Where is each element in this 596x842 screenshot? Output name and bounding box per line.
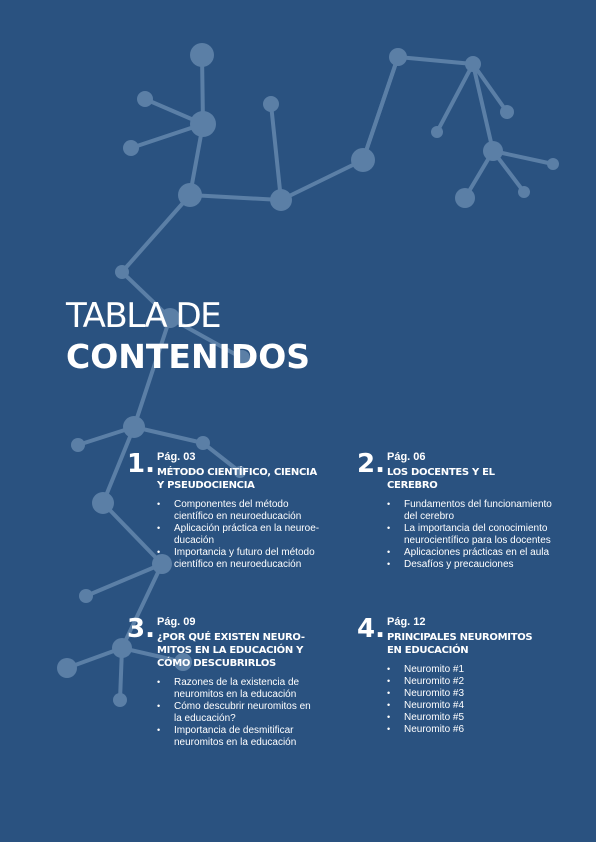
bullet-icon: • — [387, 664, 391, 674]
section-title-line: CÓMO DESCUBRIRLOS — [157, 658, 276, 669]
neuron-node — [190, 111, 216, 137]
list-item-line: ducación — [174, 535, 215, 546]
neuron-node — [57, 658, 77, 678]
bullet-icon: • — [157, 701, 161, 711]
neuron-node — [270, 189, 292, 211]
list-item-line: Importancia de desmitificar — [174, 725, 294, 736]
neuron-node — [351, 148, 375, 172]
neuron-link — [122, 195, 190, 272]
neuron-link — [271, 104, 281, 200]
neuron-link — [363, 57, 398, 160]
neuron-node — [518, 186, 530, 198]
list-item-line: científico en neuroeducación — [174, 511, 302, 522]
neuron-link — [190, 195, 281, 200]
neuron-node — [196, 436, 210, 450]
section-number: 4. — [357, 614, 385, 644]
bullet-icon: • — [387, 676, 391, 686]
neuron-node — [123, 416, 145, 438]
bullet-icon: • — [157, 547, 161, 557]
bullet-icon: • — [387, 523, 391, 533]
bullet-icon: • — [157, 499, 161, 509]
neuron-node — [500, 105, 514, 119]
list-item — [157, 677, 337, 701]
bullet-icon: • — [387, 559, 391, 569]
neuron-link — [398, 57, 473, 64]
neuron-node — [71, 438, 85, 452]
section-list — [157, 677, 337, 749]
list-item — [387, 523, 587, 547]
list-item-line: del cerebro — [404, 511, 455, 522]
section-page: Pág. 03 — [157, 451, 196, 463]
list-item-line: neurocientífico para los docentes — [404, 535, 551, 546]
neuron-node — [547, 158, 559, 170]
list-item — [387, 559, 587, 571]
section-title — [157, 631, 337, 670]
section-title-line: ¿POR QUÉ EXISTEN NEURO- — [157, 632, 305, 643]
list-item-line: Aplicaciones prácticas en el aula — [404, 547, 550, 558]
list-item-line: Neuromito #4 — [404, 700, 465, 711]
list-item — [387, 499, 587, 523]
bullet-icon: • — [157, 523, 161, 533]
section-title-line: MÉTODO CIENTÍFICO, CIENCIA — [157, 467, 317, 478]
list-item-line: Neuromito #2 — [404, 676, 465, 687]
bullet-icon: • — [387, 724, 391, 734]
section-title-line: MITOS EN LA EDUCACIÓN Y — [157, 645, 304, 656]
neuron-node — [178, 183, 202, 207]
title-line-2: CONTENIDOS — [66, 337, 311, 376]
list-item-line: La importancia del conocimiento — [404, 523, 548, 534]
neuron-node — [92, 492, 114, 514]
section-title — [387, 466, 587, 492]
neuron-link — [437, 64, 473, 132]
section-title-line: EN EDUCACIÓN — [387, 645, 469, 656]
neuron-node — [483, 141, 503, 161]
list-item-line: Componentes del método — [174, 499, 289, 510]
list-item-line: Neuromito #5 — [404, 712, 465, 723]
list-item-line: neuromitos en la educación — [174, 737, 297, 748]
section-number: 3. — [127, 614, 155, 644]
list-item-line: Importancia y futuro del método — [174, 547, 315, 558]
list-item — [387, 547, 587, 559]
section-title — [157, 466, 337, 492]
neuron-node — [190, 43, 214, 67]
neuron-link — [103, 503, 162, 564]
section-title-line: LOS DOCENTES Y EL — [387, 467, 495, 478]
neuron-node — [137, 91, 153, 107]
neuron-node — [263, 96, 279, 112]
bullet-icon: • — [387, 547, 391, 557]
list-item-line: Fundamentos del funcionamiento — [404, 499, 552, 510]
neuron-node — [431, 126, 443, 138]
neuron-node — [389, 48, 407, 66]
section-title-line: Y PSEUDOCIENCIA — [157, 480, 255, 491]
neuron-link — [281, 160, 363, 200]
list-item — [387, 712, 587, 724]
list-item — [157, 523, 337, 547]
section-page: Pág. 06 — [387, 451, 426, 463]
neuron-node — [123, 140, 139, 156]
list-item — [157, 547, 337, 571]
section-title-line: CEREBRO — [387, 480, 438, 491]
section-list — [387, 664, 587, 736]
list-item — [157, 701, 337, 725]
list-item — [387, 664, 587, 676]
list-item-line: neuromitos en la educación — [174, 689, 297, 700]
bullet-icon: • — [387, 700, 391, 710]
list-item-line: la educación? — [174, 713, 236, 724]
list-item-line: científico en neuroeducación — [174, 559, 302, 570]
section-page: Pág. 09 — [157, 616, 196, 628]
section-title-line: PRINCIPALES NEUROMITOS — [387, 632, 533, 643]
list-item — [157, 499, 337, 523]
list-item-line: Neuromito #3 — [404, 688, 465, 699]
section-list — [387, 499, 587, 571]
section-list — [157, 499, 337, 571]
list-item-line: Desafíos y precauciones — [404, 559, 514, 570]
bullet-icon: • — [157, 725, 161, 735]
list-item-line: Cómo descubrir neuromitos en — [174, 701, 311, 712]
list-item — [157, 725, 337, 749]
section-page: Pág. 12 — [387, 616, 426, 628]
list-item — [387, 676, 587, 688]
section-number: 2. — [357, 449, 385, 479]
list-item — [387, 700, 587, 712]
bullet-icon: • — [387, 688, 391, 698]
list-item — [387, 724, 587, 736]
bullet-icon: • — [387, 499, 391, 509]
bullet-icon: • — [387, 712, 391, 722]
bullet-icon: • — [157, 677, 161, 687]
neuron-node — [455, 188, 475, 208]
list-item — [387, 688, 587, 700]
title-line-1: TABLA DE — [66, 296, 221, 336]
list-item-line: Neuromito #1 — [404, 664, 465, 675]
list-item-line: Aplicación práctica en la neuroe- — [174, 523, 320, 534]
list-item-line: Razones de la existencia de — [174, 677, 300, 688]
section-number: 1. — [127, 449, 155, 479]
neuron-node — [79, 589, 93, 603]
neuron-node — [115, 265, 129, 279]
neuron-node — [113, 693, 127, 707]
neuron-node — [465, 56, 481, 72]
section-title — [387, 631, 587, 657]
list-item-line: Neuromito #6 — [404, 724, 465, 735]
